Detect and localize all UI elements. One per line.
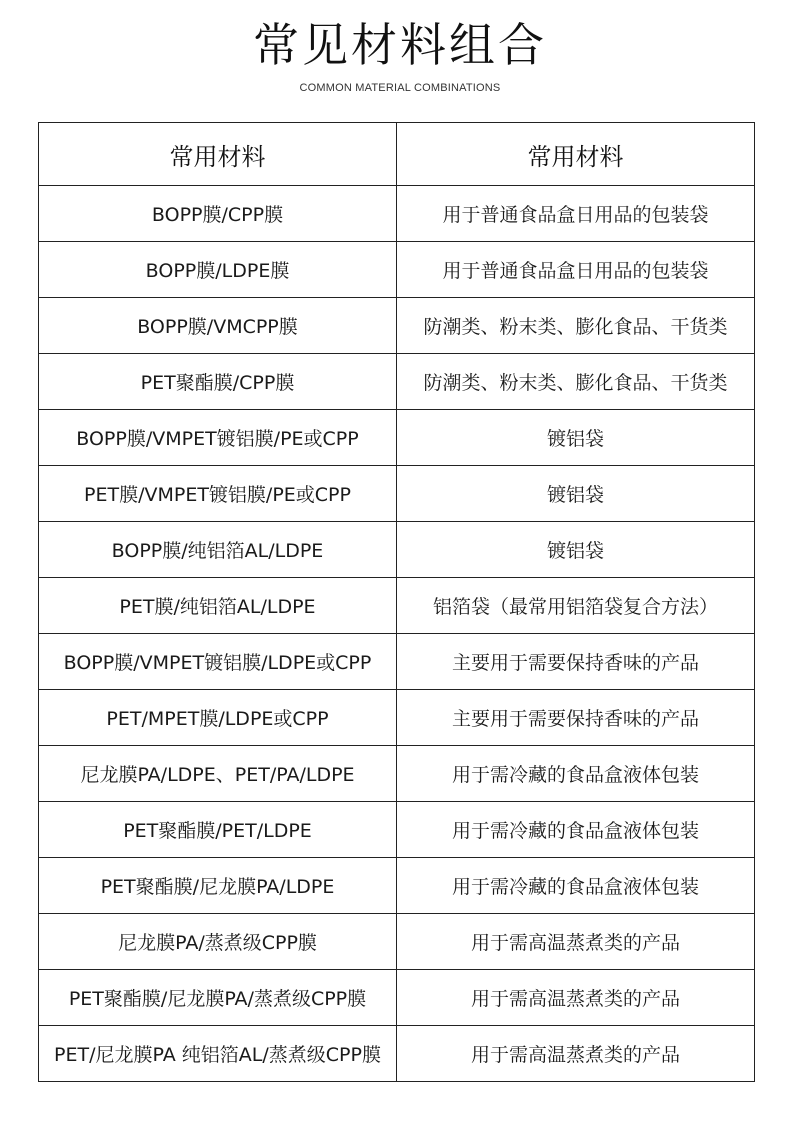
table-row bbox=[39, 970, 755, 1026]
table-row bbox=[39, 466, 755, 522]
table-row bbox=[39, 578, 755, 634]
material-cell: 尼龙膜PA/蒸煮级CPP膜 bbox=[39, 914, 397, 970]
material-cell: BOPP膜/VMCPP膜 bbox=[39, 298, 397, 354]
usage-cell: 用于普通食品盒日用品的包装袋 bbox=[397, 242, 755, 298]
table-row bbox=[39, 914, 755, 970]
page-title: 常见材料组合 bbox=[253, 18, 547, 72]
materials-table bbox=[38, 122, 755, 1082]
column-header-material: 常用材料 bbox=[39, 123, 397, 186]
material-cell: PET聚酯膜/CPP膜 bbox=[39, 354, 397, 410]
table-row bbox=[39, 690, 755, 746]
material-cell: BOPP膜/CPP膜 bbox=[39, 186, 397, 242]
usage-cell: 铝箔袋（最常用铝箔袋复合方法） bbox=[397, 578, 755, 634]
usage-cell: 主要用于需要保持香味的产品 bbox=[397, 690, 755, 746]
usage-cell: 防潮类、粉末类、膨化食品、干货类 bbox=[397, 354, 755, 410]
material-cell: BOPP膜/VMPET镀铝膜/PE或CPP bbox=[39, 410, 397, 466]
table-row bbox=[39, 242, 755, 298]
usage-cell: 镀铝袋 bbox=[397, 410, 755, 466]
table-row bbox=[39, 410, 755, 466]
usage-cell: 用于需高温蒸煮类的产品 bbox=[397, 970, 755, 1026]
material-cell: PET聚酯膜/PET/LDPE bbox=[39, 802, 397, 858]
material-cell: BOPP膜/纯铝箔AL/LDPE bbox=[39, 522, 397, 578]
table-row bbox=[39, 858, 755, 914]
material-cell: PET聚酯膜/尼龙膜PA/LDPE bbox=[39, 858, 397, 914]
table-row bbox=[39, 186, 755, 242]
usage-cell: 用于需高温蒸煮类的产品 bbox=[397, 914, 755, 970]
table-row bbox=[39, 634, 755, 690]
usage-cell: 用于需冷藏的食品盒液体包装 bbox=[397, 858, 755, 914]
table-body bbox=[39, 186, 755, 1082]
material-cell: PET/MPET膜/LDPE或CPP bbox=[39, 690, 397, 746]
material-cell: 尼龙膜PA/LDPE、PET/PA/LDPE bbox=[39, 746, 397, 802]
material-cell: PET膜/纯铝箔AL/LDPE bbox=[39, 578, 397, 634]
usage-cell: 主要用于需要保持香味的产品 bbox=[397, 634, 755, 690]
material-cell: PET膜/VMPET镀铝膜/PE或CPP bbox=[39, 466, 397, 522]
usage-cell: 用于需冷藏的食品盒液体包装 bbox=[397, 746, 755, 802]
material-cell: PET聚酯膜/尼龙膜PA/蒸煮级CPP膜 bbox=[39, 970, 397, 1026]
usage-cell: 镀铝袋 bbox=[397, 522, 755, 578]
table-row bbox=[39, 522, 755, 578]
material-cell: PET/尼龙膜PA 纯铝箔AL/蒸煮级CPP膜 bbox=[39, 1026, 397, 1082]
usage-cell: 镀铝袋 bbox=[397, 466, 755, 522]
table-row bbox=[39, 802, 755, 858]
usage-cell: 防潮类、粉末类、膨化食品、干货类 bbox=[397, 298, 755, 354]
usage-cell: 用于需高温蒸煮类的产品 bbox=[397, 1026, 755, 1082]
table-row bbox=[39, 354, 755, 410]
usage-cell: 用于需冷藏的食品盒液体包装 bbox=[397, 802, 755, 858]
table-row bbox=[39, 1026, 755, 1082]
table-row bbox=[39, 746, 755, 802]
table-row bbox=[39, 298, 755, 354]
column-header-usage: 常用材料 bbox=[397, 123, 755, 186]
material-cell: BOPP膜/LDPE膜 bbox=[39, 242, 397, 298]
table-header-row bbox=[39, 123, 755, 186]
usage-cell: 用于普通食品盒日用品的包装袋 bbox=[397, 186, 755, 242]
page-subtitle: COMMON MATERIAL COMBINATIONS bbox=[299, 82, 501, 94]
material-cell: BOPP膜/VMPET镀铝膜/LDPE或CPP bbox=[39, 634, 397, 690]
